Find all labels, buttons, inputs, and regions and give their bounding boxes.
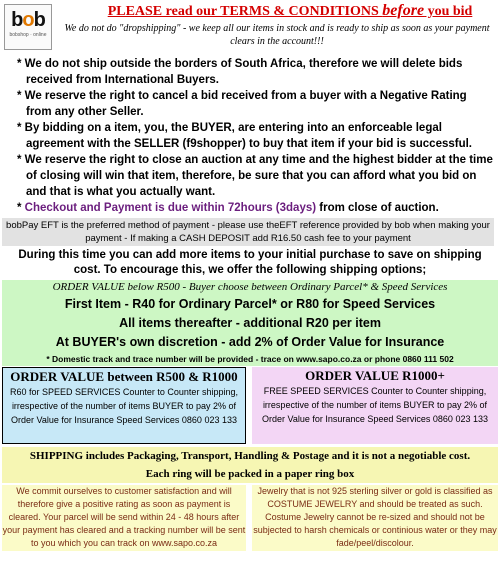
customer-satisfaction-note: We commit ourselves to customer satisfaction and will therefore give a positive rating as soon as payment is cleared. Your parcel will be send within 24 - 48 hours after your payment has cleared and a tracking number will be sent to you which you can track on www.sapo.co.za [2,485,246,551]
tier-1000-plus [252,367,498,444]
page-title: PLEASE read our TERMS & CONDITIONS before you bid [107,2,473,19]
bob-logo [4,4,52,50]
bobpay-notice: bobPay EFT is the preferred method of payment - please use theEFT reference provided by bob when making your payment - If making a CASH DEPOSIT add R16.50 cash fee to your payment [2,218,494,246]
term-item: * We reserve the right to cancel a bid received from a buyer with a Negative Rating from any other Seller. [17,90,467,118]
terms-list [0,56,500,216]
tier-1000-plus-heading: ORDER VALUE R1000+ [305,368,445,383]
logo-text: bob [11,9,45,31]
tier-1000-plus-body: FREE SPEED SERVICES Counter to Counter shipping, irrespective of the number of items BUYER to pay 2% of Order Value for Insurance Speed Services 0860 023 133 [262,386,488,424]
first-item-rate: First Item - R40 for Ordinary Parcel* or R80 for Speed Services [64,297,436,311]
term-item: * By bidding on a item, you, the BUYER, are entering into an enforceable legal agreement with the SELLER (f9shopper) to buy that item if your bid is successful. [17,122,473,150]
costume-jewelry-note: Jewelry that is not 925 sterling silver or gold is classified as COSTUME JEWELRY and should be treated as such. Costume Jewelry cannot be re-sized and should not be subjected to harsh chemicals or continious water or they may fade/peel/discolour. [252,485,498,551]
insurance-option: At BUYER's own discretion - add 2% of Order Value for Insurance [55,335,445,349]
bottom-notes [2,485,498,551]
dropshipping-notice: We do not do "dropshipping" - we keep all our items in stock and is ready to ship as soon as your payment clears in the account!!! [64,23,490,47]
tracking-note: * Domestic track and trace number will be provided - trace on www.sapo.co.za or phone 0860 111 502 [46,354,454,364]
term-item: * We reserve the right to close an auction at any time and the highest bidder at the time of closing will win that item, therefore, be sure that you can afford what you bid on and that is what you actually want. [17,154,493,198]
tier-500-1000 [2,367,246,444]
logo-subtext: bobshop · online [9,32,47,38]
order-value-tiers [2,367,498,444]
under-500-options [2,280,498,366]
term-item: * We do not ship outside the borders of South Africa, therefore we will delete bids received from International Buyers. [17,58,463,86]
ring-box-note: Each ring will be packed in a paper ring box [145,468,355,480]
additional-item-rate: All items thereafter - additional R20 per item [119,316,381,330]
shipping-notice [2,447,498,483]
tier-500-1000-body: R60 for SPEED SERVICES Counter to Counter shipping, irrespective of the number of items BUYER to pay 2% of Order Value for Insurance Speed Services 0860 023 133 [10,387,238,425]
under-500-heading: ORDER VALUE below R500 - Buyer choose between Ordinary Parcel* & Speed Services [52,281,448,293]
checkout-term: * Checkout and Payment is due within 72hours (3days) from close of auction. [17,202,439,214]
shipping-cost-note: SHIPPING includes Packaging, Transport, Handling & Postage and it is not a negotiable cost. [29,450,471,462]
header [0,0,500,56]
tier-500-1000-heading: ORDER VALUE between R500 & R1000 [10,369,238,384]
shipping-intro: During this time you can add more items to your initial purchase to save on shipping cost. To encourage this, we offer the following shipping options; [18,249,482,276]
